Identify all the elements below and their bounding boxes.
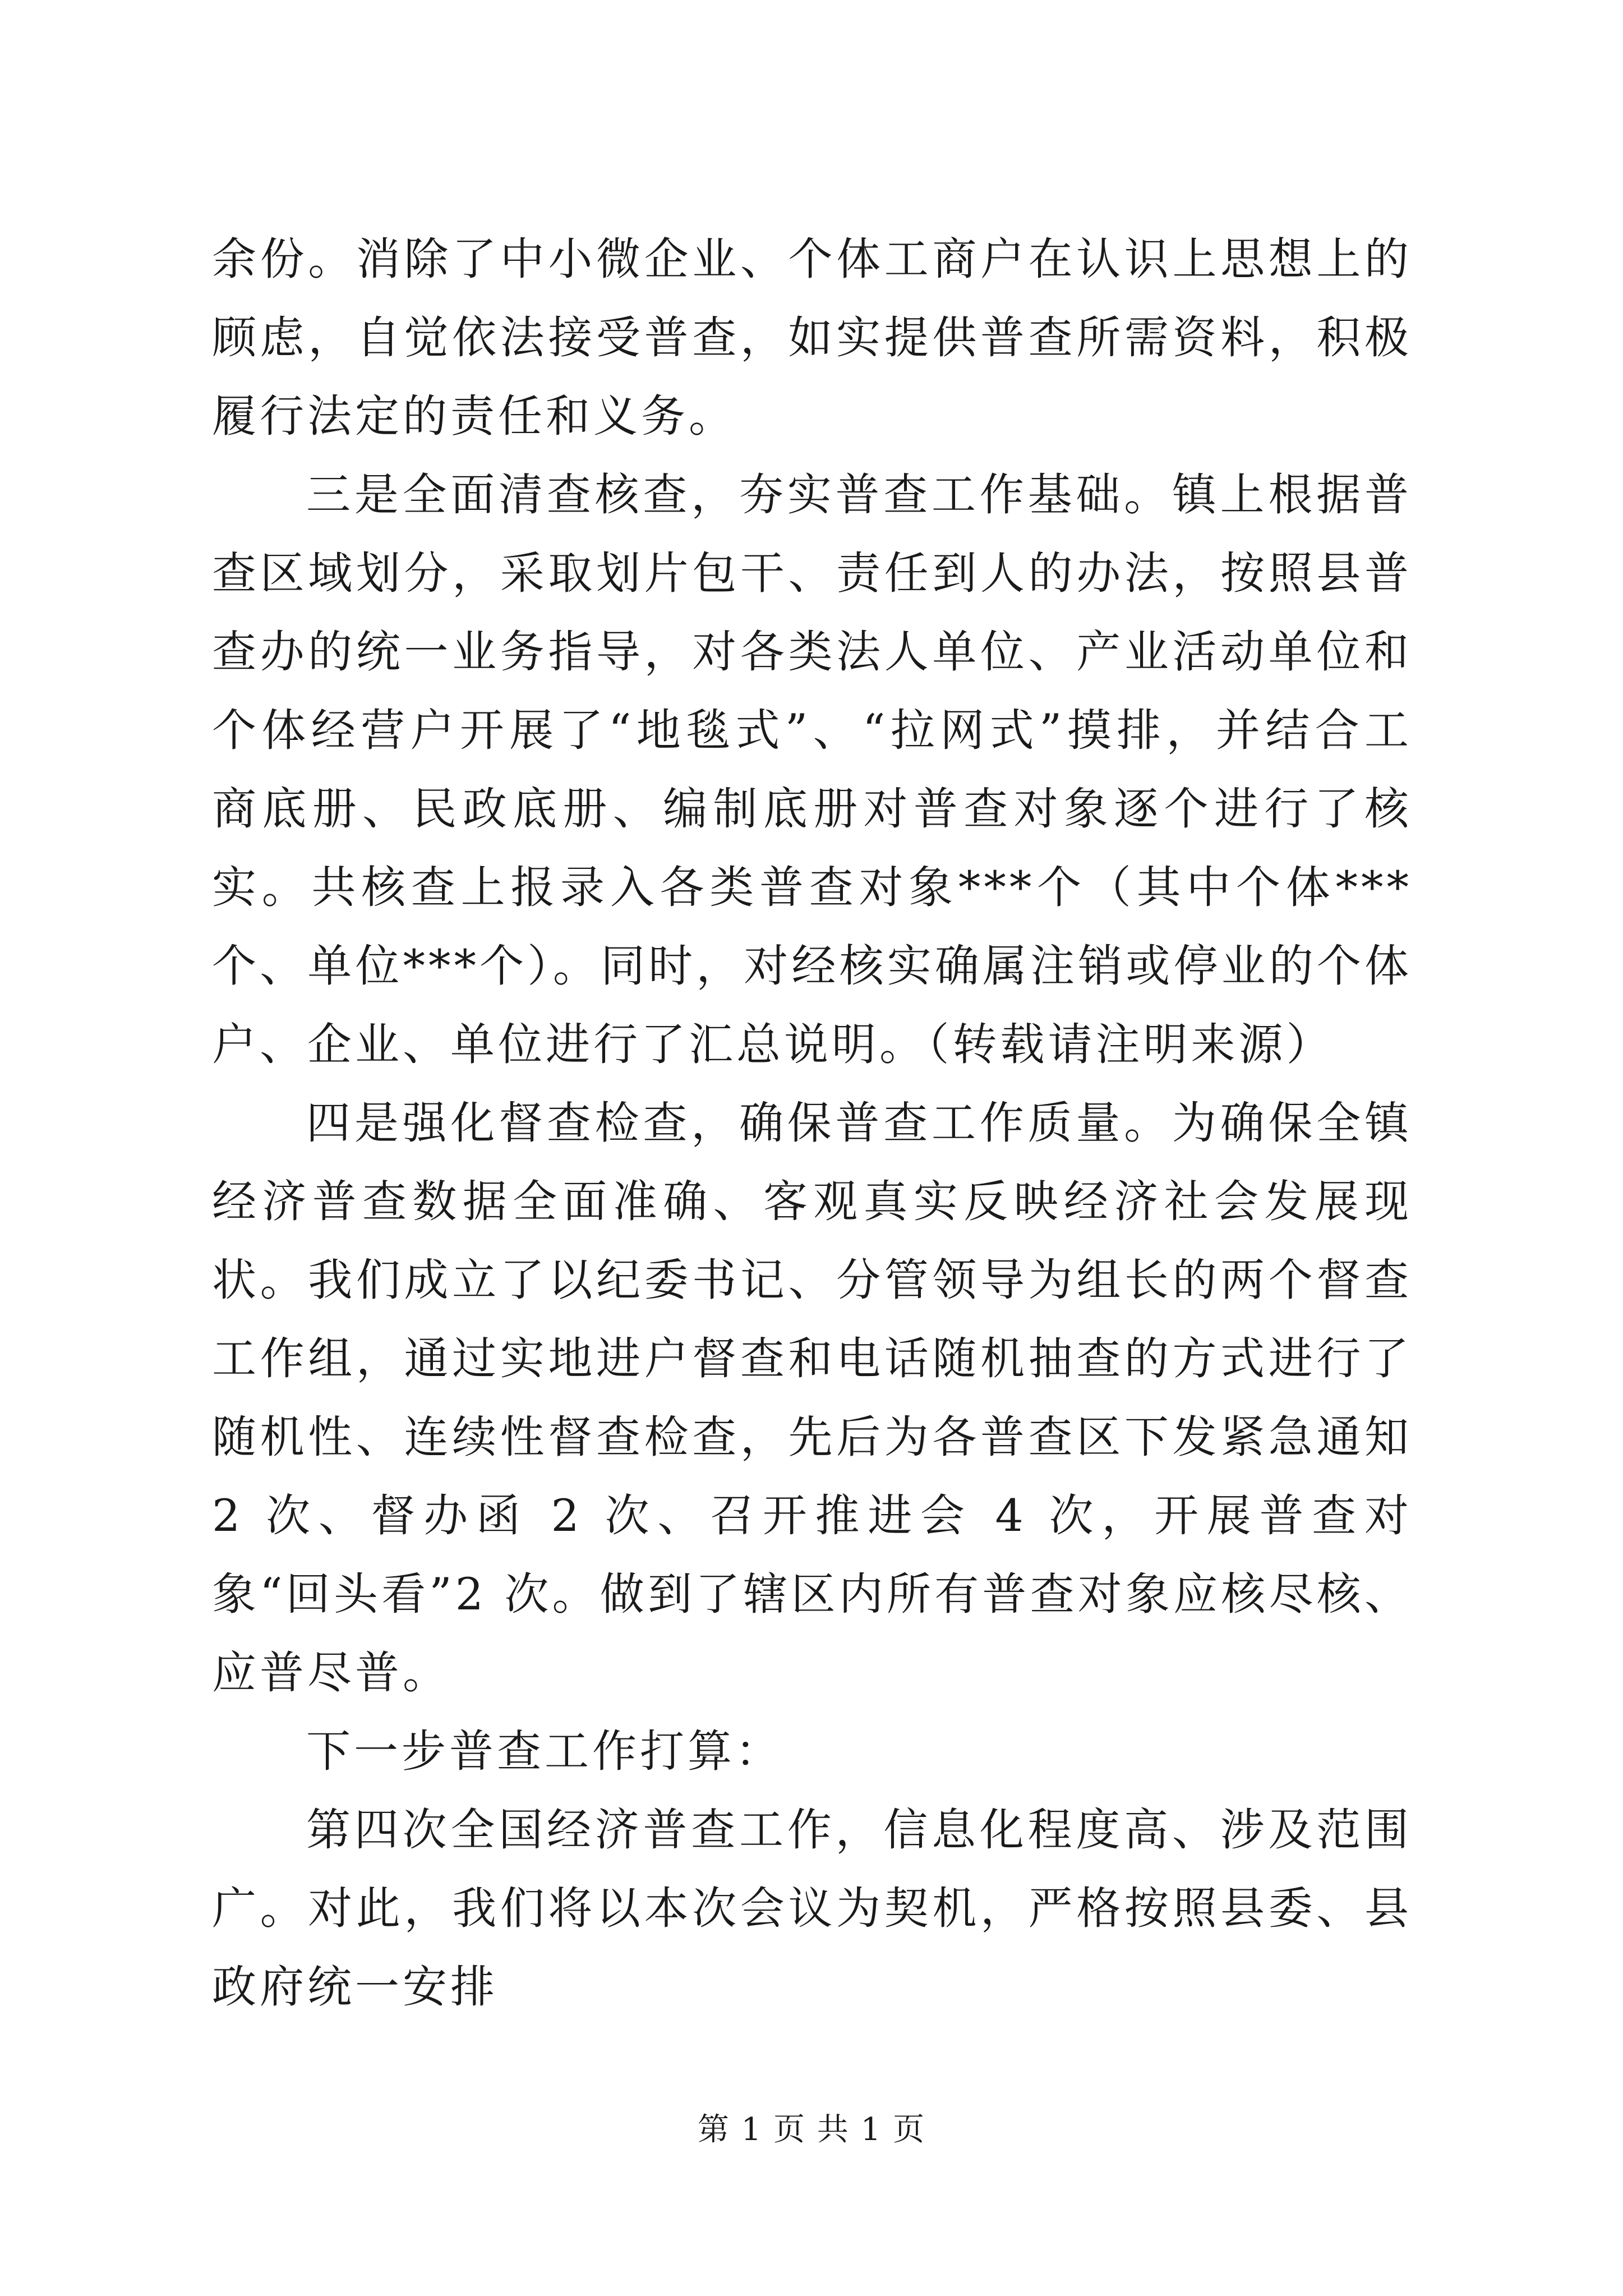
paragraph-5: 第四次全国经济普查工作，信息化程度高、涉及范围广。对此，我们将以本次会议为契机，严格按照县委、县政府统一安排 xyxy=(212,1804,1412,2013)
paragraph-2: 三是全面清查核查，夯实普查工作基础。镇上根据普查区域划分，采取划片包干、责任到人的办法，按照县普查办的统一业务指导，对各类法人单位、产业活动单位和个体经营户开展了“地毯式”、“拉网式”摸排，并结合工商底册、民政底册、编制底册对普查对象逐个进行了核实。共核查上报录入各类普查对象***个（其中个体***个、单位***个）。同时，对经核实确属注销或停业的个体户、企业、单位进行了汇总说明。（转载请注明来源） xyxy=(212,469,1412,1070)
paragraph-1: 余份。消除了中小微企业、个体工商户在认识上思想上的顾虑，自觉依法接受普查，如实提供普查所需资料，积极履行法定的责任和义务。 xyxy=(212,233,1412,442)
paragraph-3: 四是强化督查检查，确保普查工作质量。为确保全镇经济普查数据全面准确、客观真实反映经济社会发展现状。我们成立了以纪委书记、分管领导为组长的两个督查工作组，通过实地进户督查和电话随机抽查的方式进行了随机性、连续性督查检查，先后为各普查区下发紧急通知 2 次、督办函 2 次、召开推进会 4 次，开展普查对象“回头看”2 次。做到了辖区内所有普查对象应核尽核、应普尽普。 xyxy=(212,1097,1412,1699)
paragraph-4: 下一步普查工作打算： xyxy=(306,1726,783,1777)
document-body xyxy=(212,220,1412,2026)
page-footer: 第 1 页 共 1 页 xyxy=(697,2111,926,2148)
